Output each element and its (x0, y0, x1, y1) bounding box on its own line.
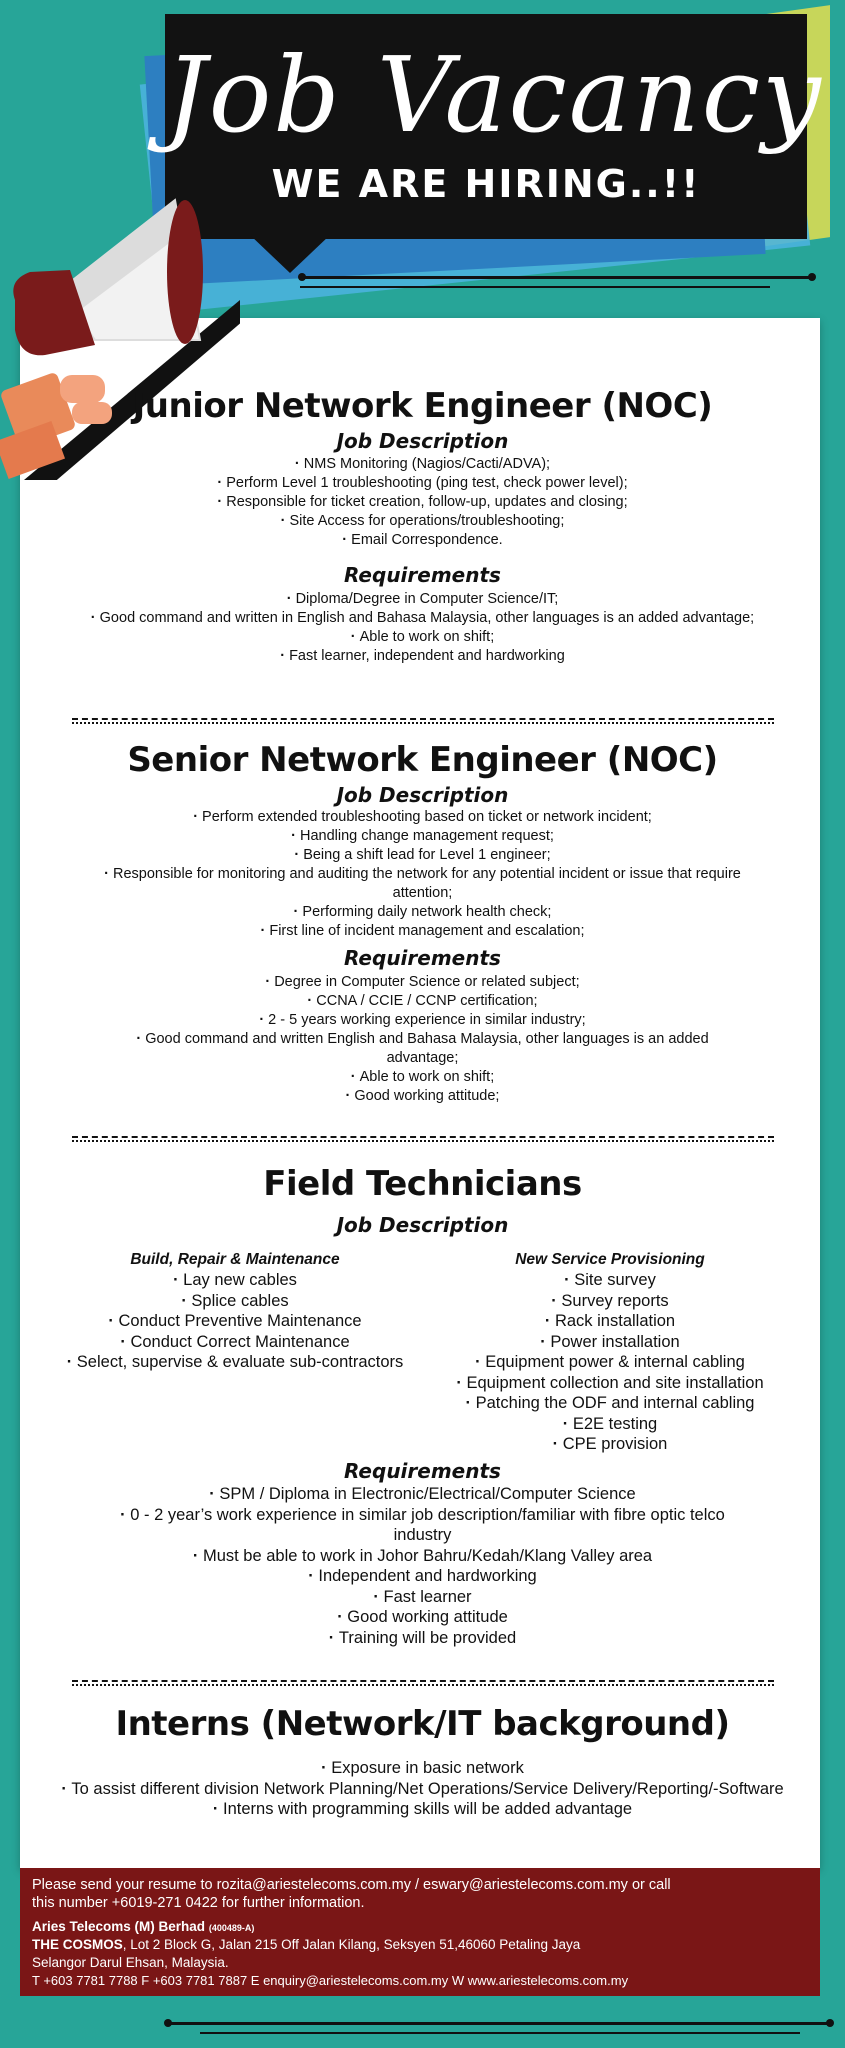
list-item: · Interns with programming skills will be added advantage (60, 1799, 785, 1820)
list-item: · To assist different division Network Planning/Net Operations/Service Delivery/Reporting/-Software (60, 1779, 785, 1800)
junior-section (40, 384, 805, 666)
senior-req-heading: Requirements (344, 946, 501, 970)
senior-section (40, 738, 805, 1106)
list-item: · Being a shift lead for Level 1 engineer; (90, 846, 755, 865)
list-item: · Equipment power & internal cabling (430, 1352, 790, 1373)
footer-address-2: Selangor Darul Ehsan, Malaysia. (32, 1955, 229, 1970)
list-item: · E2E testing (430, 1414, 790, 1435)
field-left-column (40, 1250, 430, 1373)
list-item: · Patching the ODF and internal cabling (430, 1393, 790, 1414)
list-item: · Site survey (430, 1270, 790, 1291)
junior-req-list (40, 590, 805, 666)
list-item: · CPE provision (430, 1434, 790, 1455)
list-item: · Email Correspondence. (40, 531, 805, 550)
list-item: · Responsible for ticket creation, follow-up, updates and closing; (40, 493, 805, 512)
field-section (40, 1162, 805, 1238)
list-item: · First line of incident management and escalation; (90, 922, 755, 941)
senior-desc-list (40, 808, 805, 941)
building-name: THE COSMOS (32, 1937, 123, 1952)
senior-desc-heading: Job Description (336, 783, 509, 807)
list-item: · Conduct Preventive Maintenance (40, 1311, 430, 1332)
list-item: · Lay new cables (40, 1270, 430, 1291)
company-reg: (400489-A) (208, 1923, 255, 1933)
list-item: · Must be able to work in Johor Bahru/Kedah/Klang Valley area (90, 1546, 755, 1567)
deco-line (200, 2032, 800, 2034)
deco-dot (298, 273, 306, 281)
footer-line-2: this number +6019-271 0422 for further information. (32, 1895, 365, 1911)
list-item: · Select, supervise & evaluate sub-contractors (40, 1352, 430, 1373)
footer-line-1: Please send your resume to rozita@ariestelecoms.com.my / eswary@ariestelecoms.com.my or call (32, 1877, 671, 1893)
junior-desc-heading: Job Description (336, 429, 509, 453)
interns-list (40, 1758, 805, 1820)
junior-desc-list (40, 455, 805, 550)
section-divider (72, 718, 774, 724)
list-item: · Responsible for monitoring and auditing the network for any potential incident or issue that require attention; (90, 865, 755, 903)
field-left-heading: Build, Repair & Maintenance (130, 1251, 340, 1268)
list-item: · Perform extended troubleshooting based on ticket or network incident; (90, 808, 755, 827)
list-item: · Good working attitude; (100, 1087, 745, 1106)
list-item: · Power installation (430, 1332, 790, 1353)
list-item: · Site Access for operations/troubleshooting; (40, 512, 805, 531)
field-req-heading: Requirements (344, 1459, 501, 1483)
list-item: · Able to work on shift; (80, 628, 765, 647)
list-item: · CCNA / CCIE / CCNP certification; (100, 992, 745, 1011)
deco-dot (826, 2019, 834, 2027)
senior-req-list (40, 973, 805, 1106)
list-item: · Performing daily network health check; (90, 903, 755, 922)
footer-contact: T +603 7781 7788 F +603 7781 7887 E enquiry@ariestelecoms.com.my W www.ariestelecoms.com.my (32, 1973, 629, 1988)
junior-req-heading: Requirements (344, 563, 501, 587)
list-item: · NMS Monitoring (Nagios/Cacti/ADVA); (40, 455, 805, 474)
page-title: Job Vacancy (165, 34, 823, 156)
list-item: · Perform Level 1 troubleshooting (ping test, check power level); (40, 474, 805, 493)
list-item: · SPM / Diploma in Electronic/Electrical/Computer Science (90, 1484, 755, 1505)
list-item: · Training will be provided (90, 1628, 755, 1649)
junior-title: Junior Network Engineer (NOC) (132, 386, 713, 426)
interns-section (40, 1702, 805, 1820)
senior-title: Senior Network Engineer (NOC) (127, 740, 718, 780)
deco-dot (164, 2019, 172, 2027)
list-item: · 2 - 5 years working experience in similar industry; (100, 1011, 745, 1030)
field-right-list (430, 1270, 790, 1455)
field-left-list (40, 1270, 430, 1373)
list-item: · Splice cables (40, 1291, 430, 1312)
list-item: · Conduct Correct Maintenance (40, 1332, 430, 1353)
list-item: · Fast learner, independent and hardworking (80, 647, 765, 666)
speech-bubble-tail (250, 235, 330, 273)
deco-line (300, 286, 770, 288)
deco-dot (808, 273, 816, 281)
deco-line (168, 2022, 830, 2025)
list-item: · Degree in Computer Science or related subject; (100, 973, 745, 992)
list-item: · Rack installation (430, 1311, 790, 1332)
list-item: · Good command and written in English and Bahasa Malaysia, other languages is an added advantage; (80, 609, 765, 628)
list-item: · Equipment collection and site installation (430, 1373, 790, 1394)
field-req-list (40, 1484, 805, 1648)
field-right-column (430, 1250, 790, 1455)
page-subtitle: WE ARE HIRING..!! (271, 162, 701, 206)
contact-footer (20, 1868, 820, 1996)
list-item: · 0 - 2 year’s work experience in similar job description/familiar with fibre optic telco industry (90, 1505, 755, 1546)
interns-title: Interns (Network/IT background) (115, 1704, 730, 1744)
company-name: Aries Telecoms (M) Berhad (32, 1919, 206, 1934)
list-item: · Exposure in basic network (60, 1758, 785, 1779)
list-item: · Fast learner (90, 1587, 755, 1608)
field-title: Field Technicians (263, 1164, 582, 1204)
field-req-section (40, 1458, 805, 1648)
list-item: · Diploma/Degree in Computer Science/IT; (80, 590, 765, 609)
section-divider (72, 1136, 774, 1142)
list-item: · Able to work on shift; (100, 1068, 745, 1087)
list-item: · Good working attitude (90, 1607, 755, 1628)
list-item: · Survey reports (430, 1291, 790, 1312)
deco-line (300, 276, 815, 279)
field-desc-heading: Job Description (336, 1213, 509, 1237)
list-item: · Good command and written English and Bahasa Malaysia, other languages is an added advantage; (100, 1030, 745, 1068)
section-divider (72, 1680, 774, 1686)
footer-address-1 (32, 1936, 580, 1954)
list-item: · Independent and hardworking (90, 1566, 755, 1587)
address-line: , Lot 2 Block G, Jalan 215 Off Jalan Kilang, Seksyen 51,46060 Petaling Jaya (122, 1937, 581, 1952)
list-item: · Handling change management request; (90, 827, 755, 846)
field-right-heading: New Service Provisioning (515, 1251, 705, 1268)
footer-company-line (32, 1918, 254, 1937)
